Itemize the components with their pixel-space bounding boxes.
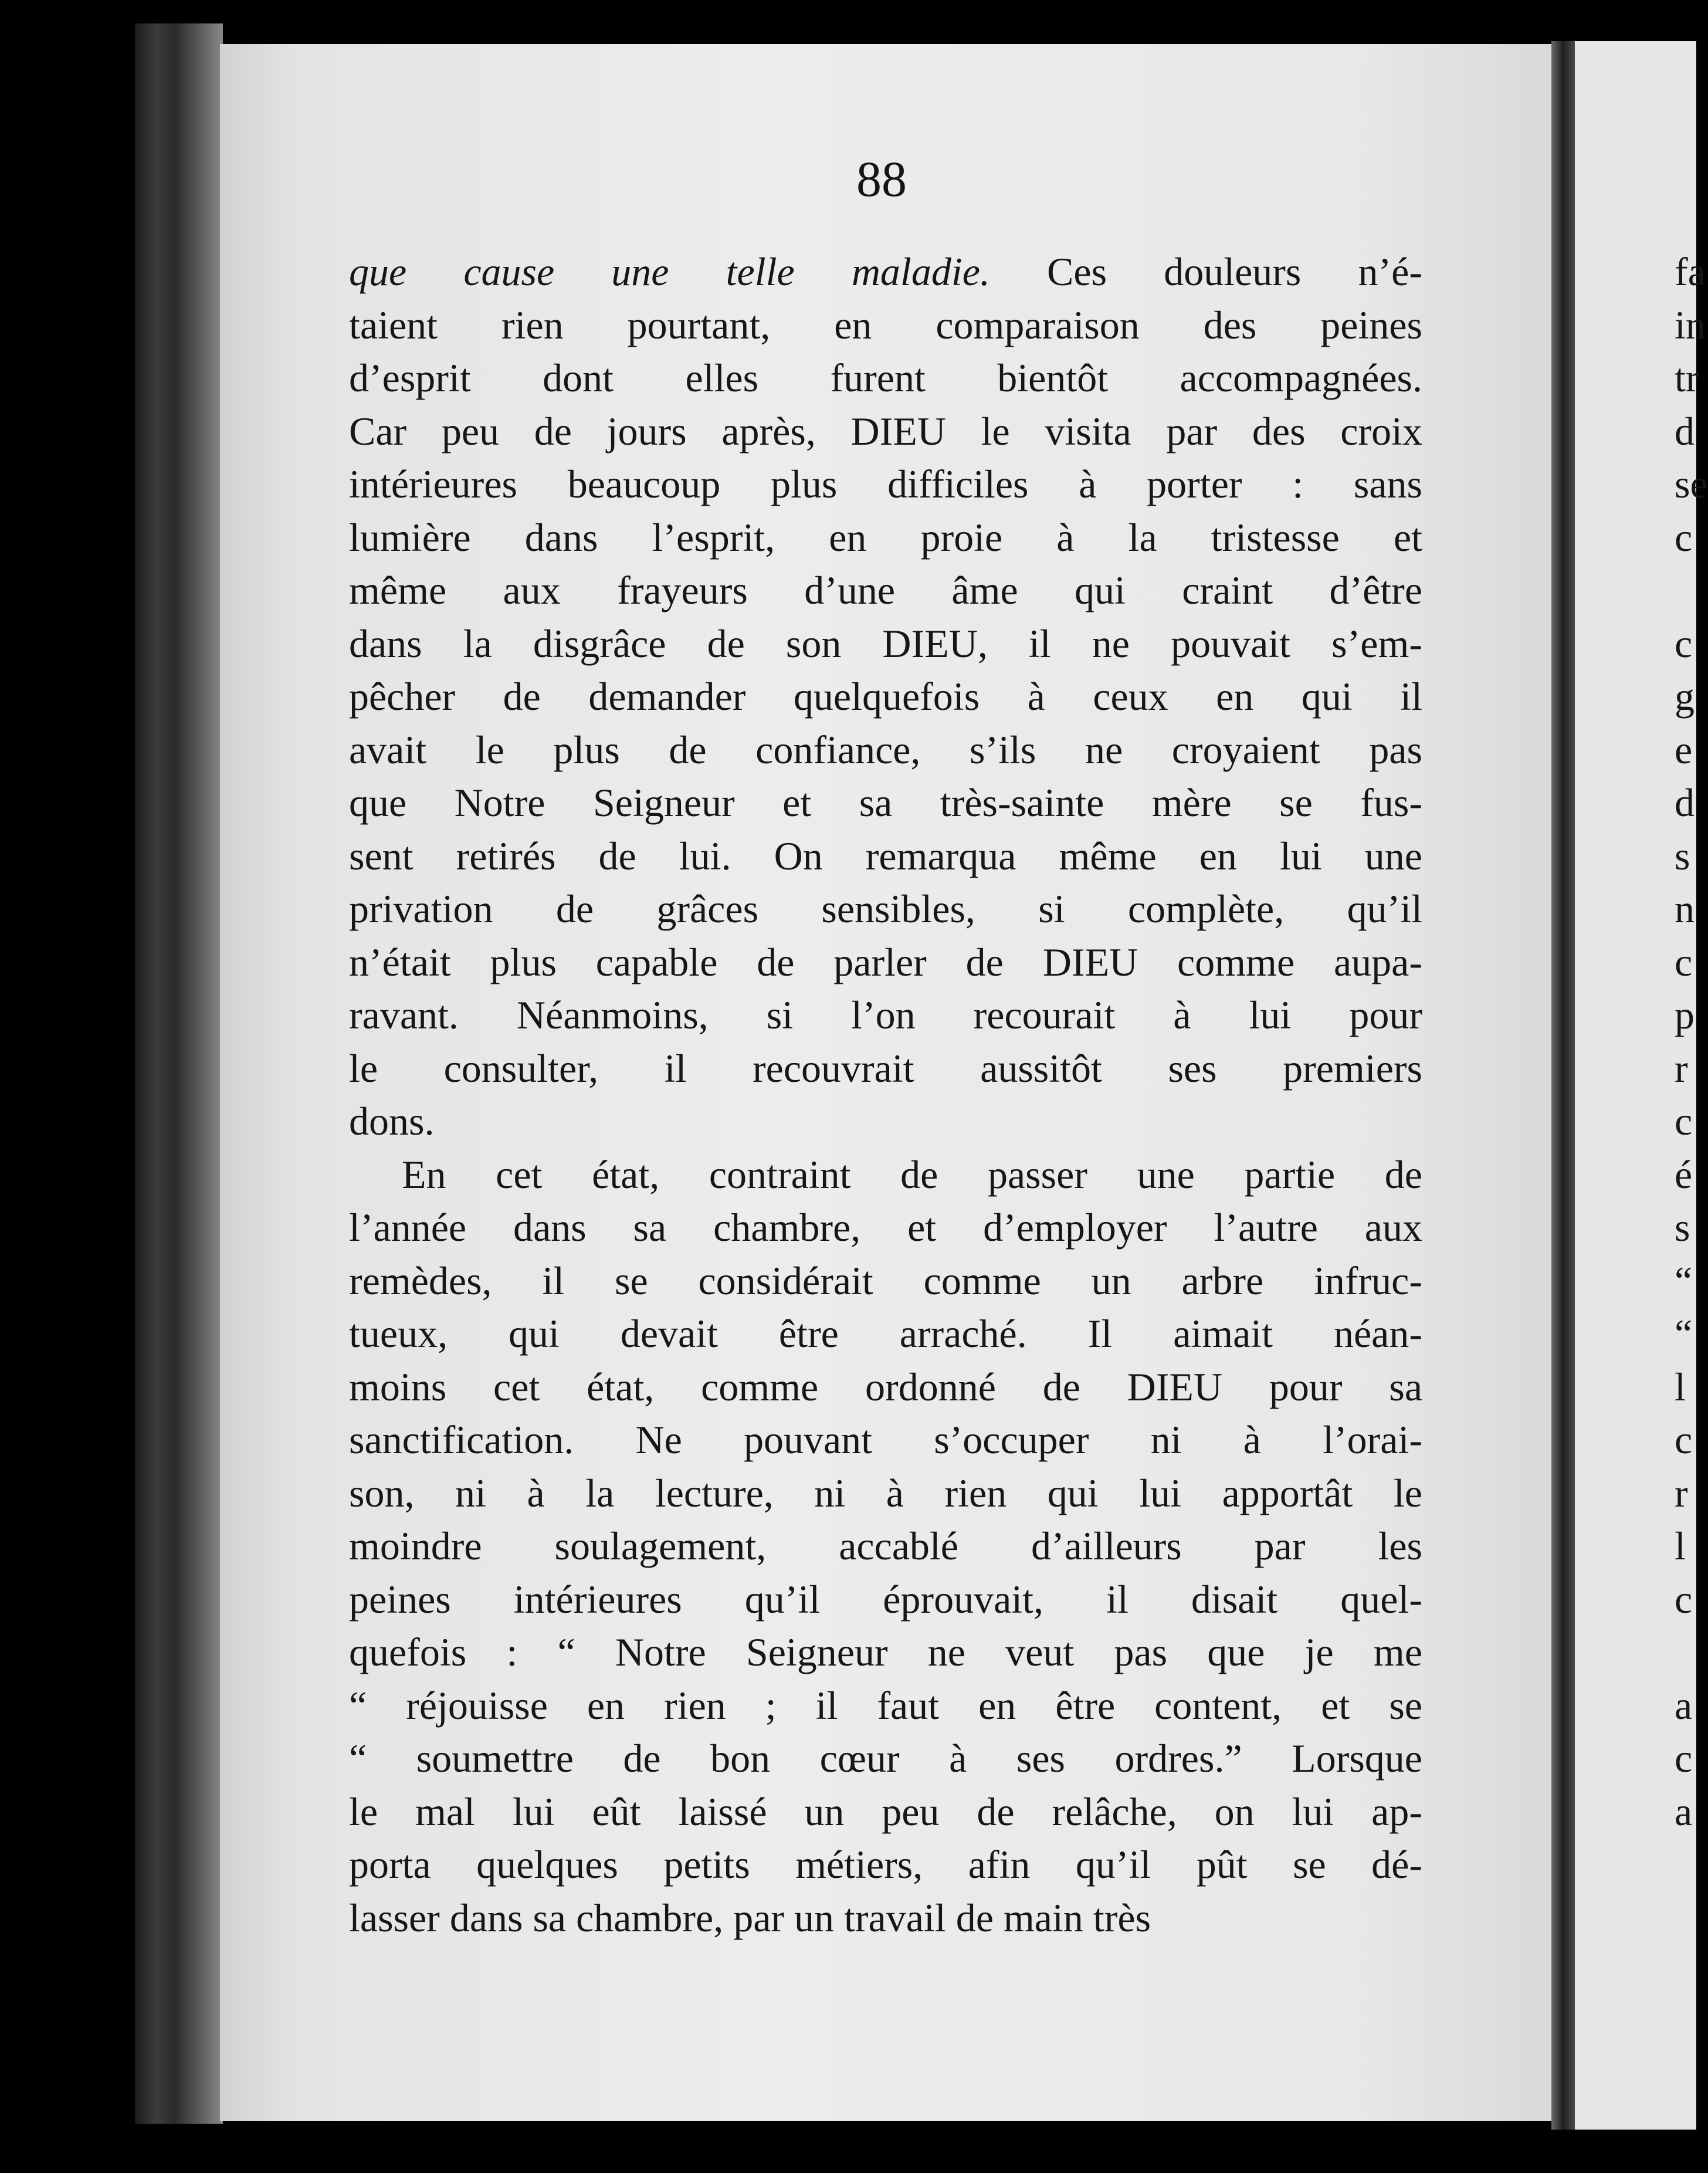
line-text: lumière dans l’esprit, en proie à la tristesse et <box>349 515 1422 560</box>
fragment-line: d <box>1675 408 1695 453</box>
fragment-line: s <box>1675 833 1690 878</box>
line-text: peines intérieures qu’il éprouvait, il disait quel- <box>349 1576 1422 1622</box>
line-text: lasser dans sa chambre, par un travail de main très <box>349 1895 1151 1940</box>
line-text: porta quelques petits métiers, afin qu’il pût se dé- <box>349 1842 1422 1887</box>
fragment-line: “ <box>1675 1258 1693 1303</box>
fragment-line: c <box>1675 1099 1693 1143</box>
line-text: Car peu de jours après, DIEU le visita par des croix <box>349 408 1422 453</box>
text-line <box>349 1254 1422 1308</box>
line-text: le mal lui eût laissé un peu de relâche, on lui ap- <box>349 1789 1422 1834</box>
text-line <box>349 1891 1422 1945</box>
fragment-line: c <box>1675 1417 1693 1462</box>
line-text: En cet état, contraint de passer une partie de <box>402 1152 1422 1197</box>
fragment-line <box>1675 564 1708 617</box>
text-line <box>349 299 1422 352</box>
fragment-line: e <box>1675 727 1693 772</box>
line-text: tueux, qui devait être arraché. Il aimait néan- <box>349 1311 1422 1356</box>
fragment-line: r <box>1675 1045 1688 1091</box>
text-line <box>349 670 1422 723</box>
text-line <box>349 1201 1422 1254</box>
fragment-line: s <box>1675 1205 1690 1250</box>
line-text: quefois : “ Notre Seigneur ne veut pas que je me <box>349 1630 1422 1674</box>
adjacent-page-text-fragments <box>1675 245 1708 1838</box>
text-line <box>349 1519 1422 1573</box>
line-text: privation de grâces sensibles, si complète, qu’il <box>349 886 1422 931</box>
fragment-line: c <box>1675 1736 1693 1781</box>
line-text: moindre soulagement, accablé d’ailleurs par les <box>349 1524 1422 1568</box>
line-text: taient rien pourtant, en comparaison des peines <box>349 302 1422 347</box>
text-line <box>349 830 1422 883</box>
fragment-line: r <box>1675 1470 1688 1515</box>
text-line <box>349 405 1422 458</box>
page-gutter <box>1551 41 1575 2130</box>
text-line <box>349 1732 1422 1785</box>
line-text: que Notre Seigneur et sa très-sainte mère se fus- <box>349 780 1422 825</box>
text-line <box>349 1838 1422 1891</box>
text-line <box>349 882 1422 936</box>
line-text: dans la disgrâce de son DIEU, il ne pouvait s’em- <box>349 621 1422 666</box>
line-text: pêcher de demander quelquefois à ceux en qui il <box>349 674 1422 719</box>
fragment-line: n <box>1675 886 1695 931</box>
fragment-line: se <box>1675 462 1708 506</box>
fragment-line: “ <box>1675 1311 1693 1356</box>
fragment-line: c <box>1675 1576 1693 1622</box>
text-line <box>349 1095 1422 1148</box>
text-line <box>349 1360 1422 1414</box>
fragment-line: in <box>1675 302 1706 347</box>
line-text: intérieures beaucoup plus difficiles à porter : sans <box>349 462 1422 506</box>
fragment-line: c <box>1675 515 1693 560</box>
fragment-line: l <box>1675 1524 1686 1568</box>
italic-phrase: que cause une telle maladie. <box>349 249 990 294</box>
line-text: même aux frayeurs d’une âme qui craint d’être <box>349 568 1422 612</box>
line-text: l’année dans sa chambre, et d’employer l’autre aux <box>349 1205 1422 1250</box>
line-text: ravant. Néanmoins, si l’on recourait à lui pour <box>349 993 1422 1037</box>
line-text: son, ni à la lecture, ni à rien qui lui apportât le <box>349 1470 1422 1515</box>
fragment-line: a <box>1675 1683 1693 1728</box>
text-line <box>349 1679 1422 1732</box>
text-line <box>349 1626 1422 1679</box>
page-number: 88 <box>856 151 907 207</box>
text-line <box>349 1042 1422 1095</box>
fragment-line: l <box>1675 1364 1686 1409</box>
line-text: sent retirés de lui. On remarqua même en lui une <box>349 833 1422 878</box>
text-line <box>349 1148 1422 1201</box>
line-text: d’esprit dont elles furent bientôt accompagnées. <box>349 356 1422 400</box>
line-text: Ces douleurs n’é- <box>989 249 1423 294</box>
line-text: n’était plus capable de parler de DIEU comme aupa- <box>349 939 1422 984</box>
fragment-line: d <box>1675 780 1695 825</box>
line-text: avait le plus de confiance, s’ils ne croyaient pas <box>349 727 1422 772</box>
text-line <box>349 936 1422 989</box>
text-line <box>349 1413 1422 1467</box>
fragment-line: g <box>1675 674 1695 719</box>
line-text: sanctification. Ne pouvant s’occuper ni à l’orai- <box>349 1417 1422 1462</box>
book-binding-edge <box>135 23 223 2124</box>
line-text: remèdes, il se considérait comme un arbre infruc- <box>349 1258 1422 1303</box>
text-line <box>349 351 1422 405</box>
line-text: le consulter, il recouvrait aussitôt ses premiers <box>349 1045 1422 1091</box>
line-text: “ réjouisse en rien ; il faut en être content, et se <box>349 1683 1422 1728</box>
body-text <box>349 245 1422 1944</box>
text-line <box>349 989 1422 1042</box>
text-line <box>349 1785 1422 1839</box>
text-line <box>349 245 1422 299</box>
text-line <box>349 1573 1422 1626</box>
fragment-line: fa <box>1675 249 1706 294</box>
text-line <box>349 723 1422 777</box>
line-text: “ soumettre de bon cœur à ses ordres.” Lorsque <box>349 1736 1422 1781</box>
fragment-line: tr <box>1675 356 1699 400</box>
text-line <box>349 776 1422 830</box>
text-line <box>349 511 1422 564</box>
text-line <box>349 617 1422 671</box>
fragment-line: a <box>1675 1789 1693 1834</box>
fragment-line: c <box>1675 939 1693 984</box>
text-line <box>349 1467 1422 1520</box>
fragment-line: c <box>1675 621 1693 666</box>
line-text: dons. <box>349 1099 435 1143</box>
fragment-line: p <box>1675 993 1695 1037</box>
fragment-line: é <box>1675 1152 1693 1197</box>
text-line <box>349 1307 1422 1360</box>
line-text: moins cet état, comme ordonné de DIEU pour sa <box>349 1364 1422 1409</box>
text-line <box>349 564 1422 617</box>
fragment-line <box>1675 1626 1708 1679</box>
text-line <box>349 458 1422 511</box>
